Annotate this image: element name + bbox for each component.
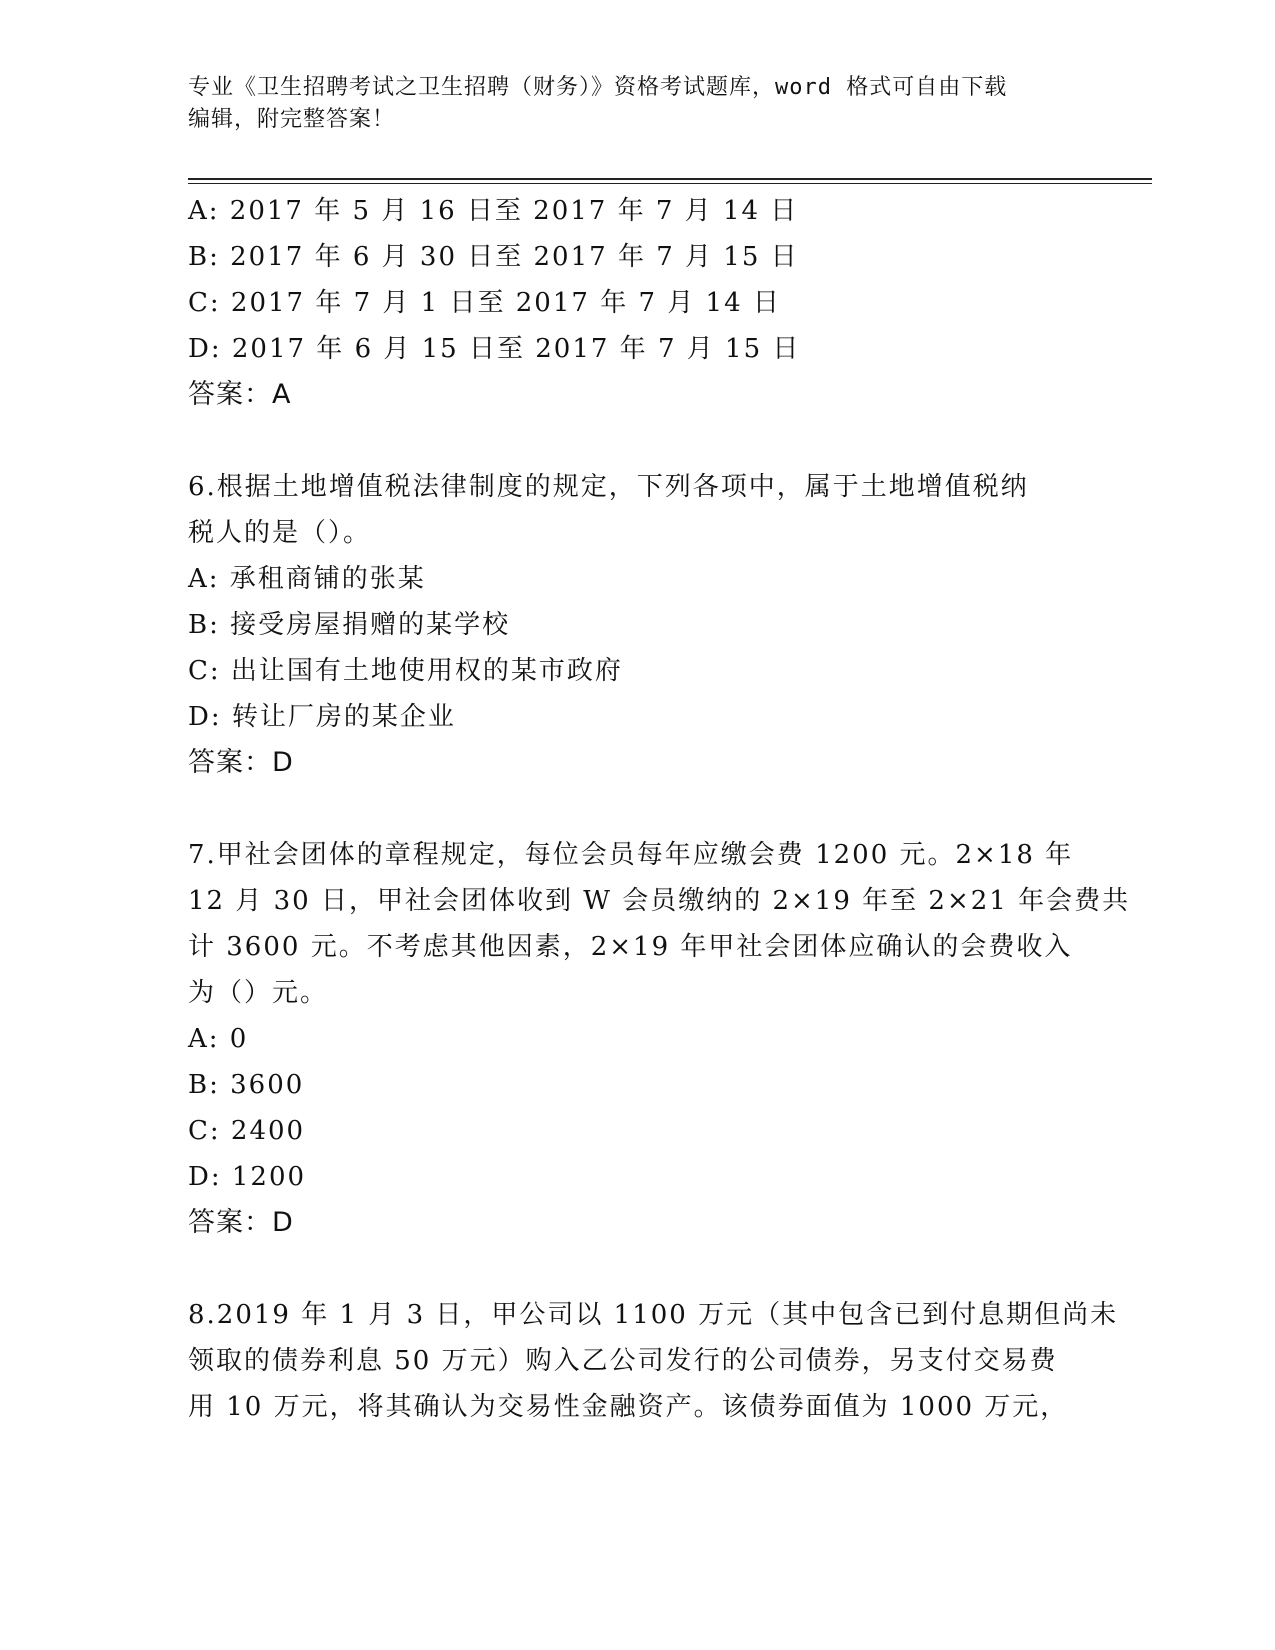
- option-d: D: 转让厂房的某企业: [188, 702, 456, 732]
- question-stem-line: 计 3600 元。不考虑其他因素，2×19 年甲社会团体应确认的会费收入: [188, 932, 1073, 962]
- option-d: D: 1200: [188, 1162, 307, 1192]
- answer-label: 答案：D: [188, 747, 294, 778]
- question-content: [188, 188, 1131, 1430]
- question-spacer: [188, 786, 1088, 832]
- option-a: A: 2017 年 5 月 16 日至 2017 年 7 月 14 日: [188, 196, 799, 226]
- option-a: A: 承租商铺的张某: [188, 564, 426, 594]
- answer-label: 答案：A: [188, 379, 292, 410]
- question-6: [188, 464, 1088, 786]
- question-spacer: [188, 418, 1088, 464]
- option-b: B: 3600: [188, 1070, 305, 1100]
- question-stem-line: 12 月 30 日，甲社会团体收到 W 会员缴纳的 2×19 年至 2×21 年会费共: [188, 886, 1131, 916]
- page-header: [188, 72, 1088, 136]
- option-a: A: 0: [188, 1024, 249, 1054]
- question-7: [188, 832, 1131, 1246]
- option-c: C: 2400: [188, 1116, 306, 1146]
- option-c: C: 2017 年 7 月 1 日至 2017 年 7 月 14 日: [188, 288, 781, 318]
- question-8: [188, 1292, 1119, 1430]
- question-stem-line: 8.2019 年 1 月 3 日，甲公司以 1100 万元（其中包含已到付息期但尚未: [188, 1300, 1119, 1330]
- question-stem-line: 7.甲社会团体的章程规定，每位会员每年应缴会费 1200 元。2×18 年: [188, 840, 1074, 870]
- header-rule-thin: [188, 183, 1152, 184]
- question-spacer: [188, 1246, 1088, 1292]
- question-stem-line: 为（）元。: [188, 978, 329, 1008]
- option-b: B: 接受房屋捐赠的某学校: [188, 610, 511, 640]
- header-rule-thick: [188, 178, 1152, 180]
- option-b: B: 2017 年 6 月 30 日至 2017 年 7 月 15 日: [188, 242, 799, 272]
- option-c: C: 出让国有土地使用权的某市政府: [188, 656, 623, 686]
- header-line-2: 编辑，附完整答案！: [188, 107, 396, 132]
- question-stem-line: 用 10 万元，将其确认为交易性金融资产。该债券面值为 1000 万元，: [188, 1392, 1069, 1422]
- header-line-1: 专业《卫生招聘考试之卫生招聘（财务）》资格考试题库，word 格式可自由下载: [188, 75, 1008, 100]
- question-stem-line: 税人的是（）。: [188, 518, 372, 548]
- question-5: [188, 188, 1088, 418]
- answer-label: 答案：D: [188, 1207, 294, 1238]
- option-d: D: 2017 年 6 月 15 日至 2017 年 7 月 15 日: [188, 334, 801, 364]
- question-stem-line: 6.根据土地增值税法律制度的规定，下列各项中，属于土地增值税纳: [188, 472, 1029, 502]
- question-stem-line: 领取的债券利息 50 万元）购入乙公司发行的公司债券，另支付交易费: [188, 1346, 1058, 1376]
